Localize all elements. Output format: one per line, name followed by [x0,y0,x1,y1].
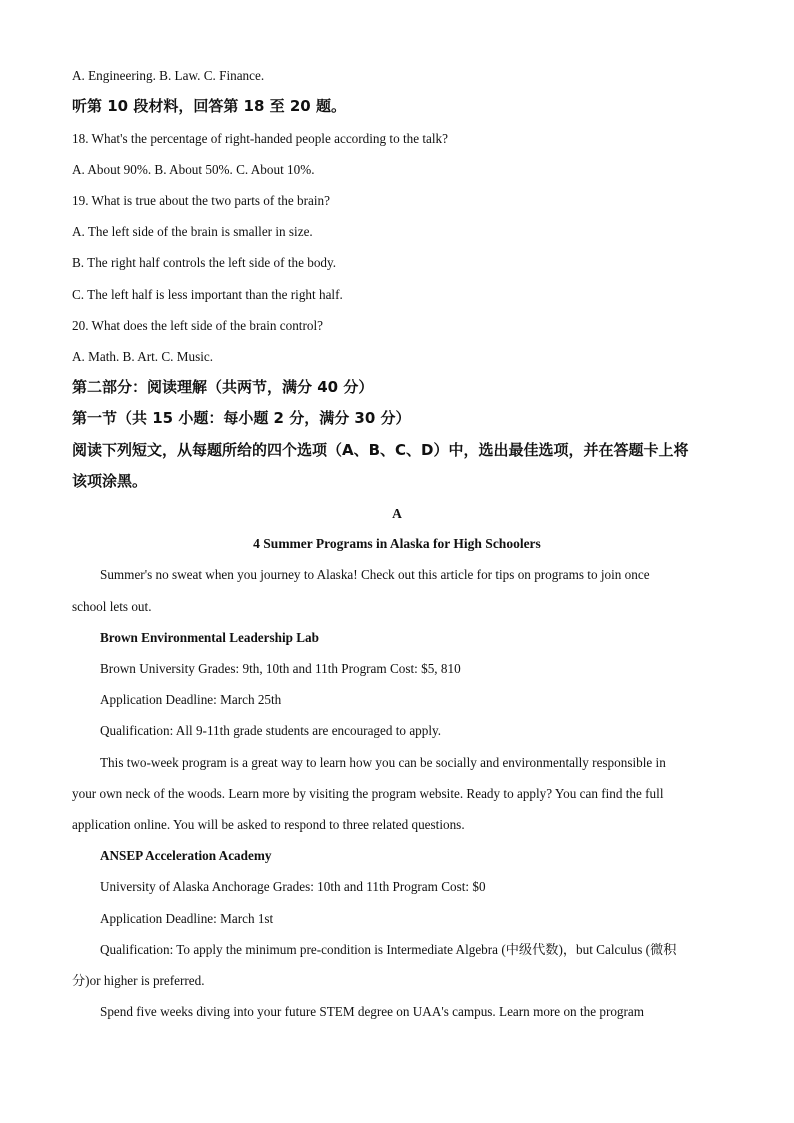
passage-label: A [392,506,402,521]
program-2-desc-line1: Spend five weeks diving into your future STEM degree on UAA's campus. Learn more on the program [100,1004,645,1019]
option-19-b: B. The right half controls the left side of the body. [72,255,337,270]
program-1-desc-line3: application online. You will be asked to respond to three related questions. [72,817,465,832]
option-19-a: A. The left side of the brain is smaller in size. [72,224,313,239]
program-1-desc-line2: your own neck of the woods. Learn more by visiting the program website. Ready to apply? You can find the full [72,786,664,801]
option-line-17: A. Engineering. B. Law. C. Finance. [72,68,265,83]
program-1-grades-cost: Brown University Grades: 9th, 10th and 11th Program Cost: $5, 810 [100,661,461,676]
question-20: 20. What does the left side of the brain control? [72,318,323,333]
program-1-qualification: Qualification: All 9-11th grade students are encouraged to apply. [100,723,442,738]
section-one-heading: 第一节（共 15 小题：每小题 2 分，满分 30 分） [72,409,411,427]
program-1-desc-line1: This two-week program is a great way to learn how you can be socially and environmentally responsible in [100,755,666,770]
program-1-title: Brown Environmental Leadership Lab [100,630,319,645]
intro-paragraph-line2: school lets out. [72,599,152,614]
reading-instruction-line2: 该项涂黑。 [72,472,148,490]
options-20: A. Math. B. Art. C. Music. [72,349,214,364]
program-2-title: ANSEP Acceleration Academy [100,848,272,863]
passage-title: 4 Summer Programs in Alaska for High Schoolers [253,536,541,551]
reading-instruction-line1: 阅读下列短文，从每题所给的四个选项（A、B、C、D）中，选出最佳选项，并在答题卡上将 [72,441,689,459]
options-18: A. About 90%. B. About 50%. C. About 10%. [72,162,315,177]
program-1-deadline: Application Deadline: March 25th [100,692,282,707]
option-19-c: C. The left half is less important than the right half. [72,287,343,302]
intro-paragraph-line1: Summer's no sweat when you journey to Alaska! Check out this article for tips on programs to join once [100,567,650,582]
section-instruction-10: 听第 10 段材料，回答第 18 至 20 题。 [72,97,346,115]
program-2-grades-cost: University of Alaska Anchorage Grades: 10th and 11th Program Cost: $0 [100,879,486,894]
part-two-heading: 第二部分：阅读理解（共两节，满分 40 分） [72,378,374,396]
program-2-qualification-line2: 分)or higher is preferred. [72,973,205,988]
program-2-deadline: Application Deadline: March 1st [100,911,274,926]
question-18: 18. What's the percentage of right-handed people according to the talk? [72,131,448,146]
question-19: 19. What is true about the two parts of the brain? [72,193,330,208]
program-2-qualification-line1: Qualification: To apply the minimum pre-condition is Intermediate Algebra (中级代数)，but Calculus (微积 [100,942,677,957]
